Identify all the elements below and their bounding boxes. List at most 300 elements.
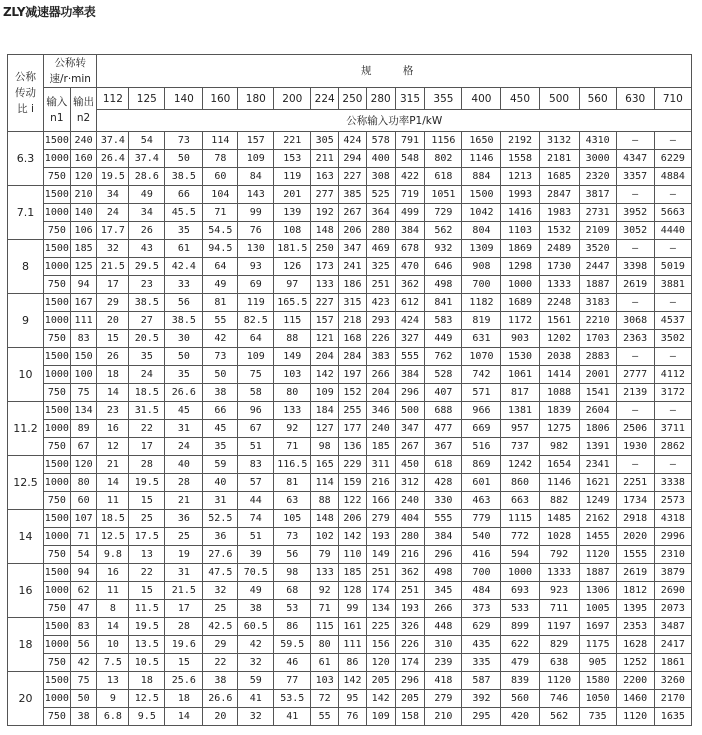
- power-cell: 67: [238, 420, 274, 438]
- power-cell: 49: [129, 186, 165, 204]
- power-cell: 2489: [539, 240, 579, 258]
- power-cell: 8: [97, 600, 129, 618]
- power-cell: 17: [165, 600, 203, 618]
- power-cell: 142: [311, 366, 339, 384]
- power-cell: 2363: [616, 330, 654, 348]
- input-speed-cell: 1000: [43, 366, 70, 384]
- power-cell: 1654: [539, 456, 579, 474]
- power-cell: 71: [311, 600, 339, 618]
- power-cell: 149: [366, 546, 395, 564]
- table-row: [8, 186, 692, 204]
- power-cell: 449: [425, 330, 462, 348]
- power-cell: 24: [97, 204, 129, 222]
- power-cell: 54.5: [203, 222, 238, 240]
- power-cell: 120: [366, 654, 395, 672]
- power-cell: 79: [311, 546, 339, 564]
- power-cell: 14: [97, 384, 129, 402]
- power-cell: 2320: [579, 168, 616, 186]
- power-cell: 762: [425, 348, 462, 366]
- power-cell: 31: [165, 564, 203, 582]
- spec-header-cell: 630: [616, 88, 654, 110]
- power-cell: 181.5: [274, 240, 311, 258]
- power-cell: 3952: [616, 204, 654, 222]
- power-cell: 130: [238, 240, 274, 258]
- power-cell: 88: [274, 330, 311, 348]
- input-speed-cell: 1000: [43, 528, 70, 546]
- output-speed-cell: 167: [70, 294, 97, 312]
- ratio-header: 公称 传动 比 i: [8, 55, 44, 132]
- power-cell: 38.5: [165, 312, 203, 330]
- power-cell: 1275: [539, 420, 579, 438]
- power-cell: 29: [97, 294, 129, 312]
- power-cell: 7.5: [97, 654, 129, 672]
- power-cell: 28.6: [129, 168, 165, 186]
- output-speed-cell: 140: [70, 204, 97, 222]
- power-cell: 193: [395, 600, 425, 618]
- power-cell: 133: [311, 276, 339, 294]
- power-cell: 2847: [539, 186, 579, 204]
- power-cell: 1541: [579, 384, 616, 402]
- power-cell: 250: [311, 240, 339, 258]
- power-cell: 97: [274, 276, 311, 294]
- input-speed-cell: 750: [43, 708, 70, 726]
- power-cell: 2310: [654, 546, 691, 564]
- power-cell: 1242: [501, 456, 539, 474]
- power-cell: —: [654, 456, 691, 474]
- power-cell: 14: [97, 474, 129, 492]
- power-cell: 735: [579, 708, 616, 726]
- power-cell: 4112: [654, 366, 691, 384]
- power-cell: 638: [539, 654, 579, 672]
- table-row: [8, 330, 692, 348]
- power-cell: 448: [425, 618, 462, 636]
- power-cell: 88: [311, 492, 339, 510]
- power-cell: 168: [339, 330, 367, 348]
- power-cell: 2506: [616, 420, 654, 438]
- power-cell: 587: [462, 672, 501, 690]
- power-cell: 693: [501, 582, 539, 600]
- power-cell: 18.5: [129, 384, 165, 402]
- power-cell: 296: [395, 384, 425, 402]
- output-speed-cell: 62: [70, 582, 97, 600]
- power-cell: 400: [366, 150, 395, 168]
- input-speed-cell: 750: [43, 546, 70, 564]
- power-cell: 1120: [579, 546, 616, 564]
- power-cell: 38: [238, 600, 274, 618]
- table-row: [8, 312, 692, 330]
- power-cell: 308: [366, 168, 395, 186]
- power-cell: 119: [238, 294, 274, 312]
- power-cell: 1103: [501, 222, 539, 240]
- power-cell: 373: [462, 600, 501, 618]
- spec-header-cell: 160: [203, 88, 238, 110]
- power-cell: 98: [274, 564, 311, 582]
- power-cell: 528: [425, 366, 462, 384]
- power-cell: 3052: [616, 222, 654, 240]
- output-speed-cell: 107: [70, 510, 97, 528]
- power-cell: 2862: [654, 438, 691, 456]
- power-cell: 804: [462, 222, 501, 240]
- power-cell: 479: [501, 654, 539, 672]
- power-cell: 3881: [654, 276, 691, 294]
- power-cell: 40: [203, 474, 238, 492]
- power-cell: 51: [238, 438, 274, 456]
- power-cell: 829: [539, 636, 579, 654]
- power-cell: 197: [339, 366, 367, 384]
- spec-header-cell: 250: [339, 88, 367, 110]
- power-cell: 206: [339, 510, 367, 528]
- output-speed-cell: 240: [70, 132, 97, 150]
- input-speed-cell: 750: [43, 600, 70, 618]
- power-cell: 384: [395, 366, 425, 384]
- ratio-cell: 12.5: [8, 456, 44, 510]
- output-speed-cell: 67: [70, 438, 97, 456]
- power-cell: 555: [395, 348, 425, 366]
- power-cell: 95: [339, 690, 367, 708]
- power-cell: 792: [539, 546, 579, 564]
- power-cell: 221: [274, 132, 311, 150]
- table-row: [8, 618, 692, 636]
- power-cell: 2192: [501, 132, 539, 150]
- power-cell: 86: [339, 654, 367, 672]
- power-cell: 1555: [616, 546, 654, 564]
- power-cell: 35: [129, 348, 165, 366]
- power-cell: 74: [238, 510, 274, 528]
- power-cell: 133: [274, 402, 311, 420]
- power-cell: 612: [395, 294, 425, 312]
- power-cell: 279: [425, 690, 462, 708]
- power-cell: 19.5: [129, 618, 165, 636]
- power-cell: 18.5: [97, 510, 129, 528]
- power-cell: 60: [203, 168, 238, 186]
- power-cell: 206: [339, 222, 367, 240]
- power-cell: 32: [97, 240, 129, 258]
- power-cell: 76: [339, 708, 367, 726]
- power-cell: 1414: [539, 366, 579, 384]
- power-cell: 899: [501, 618, 539, 636]
- power-cell: 2417: [654, 636, 691, 654]
- ratio-cell: 16: [8, 564, 44, 618]
- power-cell: 280: [395, 528, 425, 546]
- power-cell: 22: [129, 564, 165, 582]
- power-cell: 266: [425, 600, 462, 618]
- power-cell: 882: [539, 492, 579, 510]
- power-cell: 201: [274, 186, 311, 204]
- power-cell: 121: [311, 330, 339, 348]
- power-cell: 240: [395, 492, 425, 510]
- power-cell: 957: [501, 420, 539, 438]
- power-cell: 82.5: [238, 312, 274, 330]
- power-cell: 3000: [579, 150, 616, 168]
- power-cell: 156: [366, 636, 395, 654]
- power-cell: —: [616, 402, 654, 420]
- power-cell: 240: [366, 420, 395, 438]
- power-cell: 315: [339, 294, 367, 312]
- power-cell: 166: [366, 492, 395, 510]
- power-cell: 540: [462, 528, 501, 546]
- power-cell: 216: [395, 546, 425, 564]
- power-cell: 772: [501, 528, 539, 546]
- spec-header-cell: 355: [425, 88, 462, 110]
- power-cell: 38: [203, 384, 238, 402]
- power-cell: 40: [165, 456, 203, 474]
- power-cell: 55: [203, 312, 238, 330]
- power-cell: 1042: [462, 204, 501, 222]
- power-cell: —: [654, 294, 691, 312]
- power-cell: 17.5: [129, 528, 165, 546]
- power-cell: 50: [203, 366, 238, 384]
- power-cell: 383: [366, 348, 395, 366]
- input-speed-cell: 1500: [43, 618, 70, 636]
- power-cell: 19.5: [129, 474, 165, 492]
- spec-header-cell: 140: [165, 88, 203, 110]
- power-cell: 3132: [539, 132, 579, 150]
- power-cell: 216: [366, 474, 395, 492]
- table-row: [8, 528, 692, 546]
- power-cell: 1252: [616, 654, 654, 672]
- power-cell: 204: [366, 384, 395, 402]
- power-cell: 312: [395, 474, 425, 492]
- power-cell: 26.6: [165, 384, 203, 402]
- power-cell: 1333: [539, 564, 579, 582]
- power-cell: 47.5: [203, 564, 238, 582]
- power-cell: 2001: [579, 366, 616, 384]
- power-cell: 367: [425, 438, 462, 456]
- power-cell: 19.6: [165, 636, 203, 654]
- input-speed-cell: 1500: [43, 402, 70, 420]
- power-cell: 99: [339, 600, 367, 618]
- output-speed-cell: 75: [70, 384, 97, 402]
- output-speed-cell: 75: [70, 672, 97, 690]
- power-cell: 9.8: [97, 546, 129, 564]
- power-cell: 14: [165, 708, 203, 726]
- power-cell: 93: [238, 258, 274, 276]
- power-cell: 159: [339, 474, 367, 492]
- power-cell: —: [654, 240, 691, 258]
- power-cell: 174: [366, 582, 395, 600]
- power-cell: 44: [238, 492, 274, 510]
- output-speed-cell: 89: [70, 420, 97, 438]
- power-cell: 6.8: [97, 708, 129, 726]
- power-cell: 3487: [654, 618, 691, 636]
- power-cell: 122: [339, 492, 367, 510]
- power-cell: 251: [366, 276, 395, 294]
- power-cell: 69: [238, 276, 274, 294]
- ratio-cell: 9: [8, 294, 44, 348]
- power-cell: 98: [311, 438, 339, 456]
- power-cell: —: [616, 186, 654, 204]
- power-cell: —: [654, 186, 691, 204]
- power-cell: 1697: [579, 618, 616, 636]
- power-cell: 39: [238, 546, 274, 564]
- power-cell: 1050: [579, 690, 616, 708]
- power-cell: 1395: [616, 600, 654, 618]
- power-cell: 819: [462, 312, 501, 330]
- power-cell: 1730: [539, 258, 579, 276]
- power-cell: 35: [165, 222, 203, 240]
- spec-header-cell: 200: [274, 88, 311, 110]
- power-table: [7, 54, 692, 726]
- power-cell: 280: [366, 222, 395, 240]
- table-row: [8, 240, 692, 258]
- power-cell: 57: [238, 474, 274, 492]
- power-cell: 525: [366, 186, 395, 204]
- power-cell: 109: [238, 348, 274, 366]
- power-cell: 153: [274, 150, 311, 168]
- power-cell: 148: [311, 510, 339, 528]
- power-cell: 103: [274, 366, 311, 384]
- spec-header-cell: 280: [366, 88, 395, 110]
- power-cell: 12.5: [129, 690, 165, 708]
- input-speed-cell: 1500: [43, 510, 70, 528]
- power-cell: 21.5: [165, 582, 203, 600]
- power-cell: 729: [425, 204, 462, 222]
- table-row: [8, 402, 692, 420]
- ratio-cell: 10: [8, 348, 44, 402]
- power-cell: 71: [203, 204, 238, 222]
- table-row: [8, 672, 692, 690]
- power-cell: 20: [97, 312, 129, 330]
- power-cell: 839: [501, 672, 539, 690]
- power-cell: 310: [425, 636, 462, 654]
- power-cell: 10: [97, 636, 129, 654]
- output-speed-header: 输出 n2: [70, 88, 97, 132]
- power-cell: 102: [311, 528, 339, 546]
- power-cell: 251: [366, 564, 395, 582]
- power-cell: 3502: [654, 330, 691, 348]
- power-cell: 15: [129, 582, 165, 600]
- power-cell: 688: [425, 402, 462, 420]
- power-cell: 66: [165, 186, 203, 204]
- output-speed-cell: 160: [70, 150, 97, 168]
- power-cell: 255: [339, 402, 367, 420]
- output-speed-cell: 106: [70, 222, 97, 240]
- power-header: 公称输入功率P1/kW: [97, 110, 692, 132]
- power-cell: 29: [203, 636, 238, 654]
- power-cell: 177: [339, 420, 367, 438]
- power-cell: 142: [366, 690, 395, 708]
- input-speed-cell: 1000: [43, 258, 70, 276]
- power-cell: 293: [366, 312, 395, 330]
- power-cell: 450: [395, 456, 425, 474]
- power-cell: 25: [129, 510, 165, 528]
- power-cell: 142: [339, 528, 367, 546]
- ratio-cell: 20: [8, 672, 44, 726]
- input-speed-cell: 1500: [43, 672, 70, 690]
- power-cell: 362: [395, 564, 425, 582]
- power-cell: 53.5: [274, 690, 311, 708]
- output-speed-cell: 50: [70, 690, 97, 708]
- power-cell: 1391: [579, 438, 616, 456]
- power-cell: 241: [339, 258, 367, 276]
- output-speed-cell: 47: [70, 600, 97, 618]
- power-cell: 37.4: [129, 150, 165, 168]
- power-cell: 64: [203, 258, 238, 276]
- power-cell: 742: [462, 366, 501, 384]
- power-cell: 80: [274, 384, 311, 402]
- power-cell: 184: [311, 402, 339, 420]
- power-cell: 2883: [579, 348, 616, 366]
- power-cell: 25.6: [165, 672, 203, 690]
- power-cell: 3183: [579, 294, 616, 312]
- power-cell: 601: [462, 474, 501, 492]
- power-cell: 83: [238, 456, 274, 474]
- power-cell: 966: [462, 402, 501, 420]
- power-cell: 2619: [616, 564, 654, 582]
- power-cell: 38: [203, 672, 238, 690]
- power-cell: 2996: [654, 528, 691, 546]
- power-cell: 105: [274, 510, 311, 528]
- power-cell: 498: [425, 564, 462, 582]
- power-cell: 469: [366, 240, 395, 258]
- power-cell: 16: [97, 564, 129, 582]
- ratio-cell: 14: [8, 510, 44, 564]
- power-cell: 4537: [654, 312, 691, 330]
- power-cell: 1416: [501, 204, 539, 222]
- power-cell: 571: [462, 384, 501, 402]
- table-row: [8, 438, 692, 456]
- power-cell: 193: [366, 528, 395, 546]
- power-cell: 23: [129, 276, 165, 294]
- power-cell: 115: [274, 312, 311, 330]
- power-cell: 923: [539, 582, 579, 600]
- power-cell: 14: [97, 618, 129, 636]
- power-cell: 15: [129, 492, 165, 510]
- power-cell: 1197: [539, 618, 579, 636]
- table-row: [8, 636, 692, 654]
- power-cell: 128: [339, 582, 367, 600]
- power-cell: 229: [339, 456, 367, 474]
- power-cell: 2690: [654, 582, 691, 600]
- power-cell: 1115: [501, 510, 539, 528]
- table-row: [8, 708, 692, 726]
- power-cell: 1381: [501, 402, 539, 420]
- output-speed-cell: 56: [70, 636, 97, 654]
- power-cell: 56: [165, 294, 203, 312]
- power-cell: 327: [395, 330, 425, 348]
- input-speed-cell: 1500: [43, 240, 70, 258]
- spec-header: 规 格: [97, 55, 692, 88]
- power-cell: 1734: [616, 492, 654, 510]
- output-speed-cell: 54: [70, 546, 97, 564]
- input-speed-cell: 1000: [43, 690, 70, 708]
- power-cell: 562: [425, 222, 462, 240]
- power-cell: 470: [395, 258, 425, 276]
- power-cell: 239: [425, 654, 462, 672]
- output-speed-cell: 42: [70, 654, 97, 672]
- table-row: [8, 276, 692, 294]
- power-cell: 296: [395, 672, 425, 690]
- input-speed-cell: 1500: [43, 456, 70, 474]
- power-cell: 19.5: [97, 168, 129, 186]
- power-cell: 424: [339, 132, 367, 150]
- power-cell: 94.5: [203, 240, 238, 258]
- power-cell: 1156: [425, 132, 462, 150]
- power-cell: 364: [366, 204, 395, 222]
- power-cell: —: [616, 348, 654, 366]
- power-cell: 72: [311, 690, 339, 708]
- power-cell: 115: [311, 618, 339, 636]
- power-cell: 325: [366, 258, 395, 276]
- power-cell: 9.5: [129, 708, 165, 726]
- power-cell: 11: [97, 582, 129, 600]
- input-speed-cell: 1000: [43, 474, 70, 492]
- power-cell: 36: [165, 510, 203, 528]
- power-cell: 22: [203, 654, 238, 672]
- power-cell: 1061: [501, 366, 539, 384]
- power-cell: 12.5: [97, 528, 129, 546]
- power-cell: 700: [462, 564, 501, 582]
